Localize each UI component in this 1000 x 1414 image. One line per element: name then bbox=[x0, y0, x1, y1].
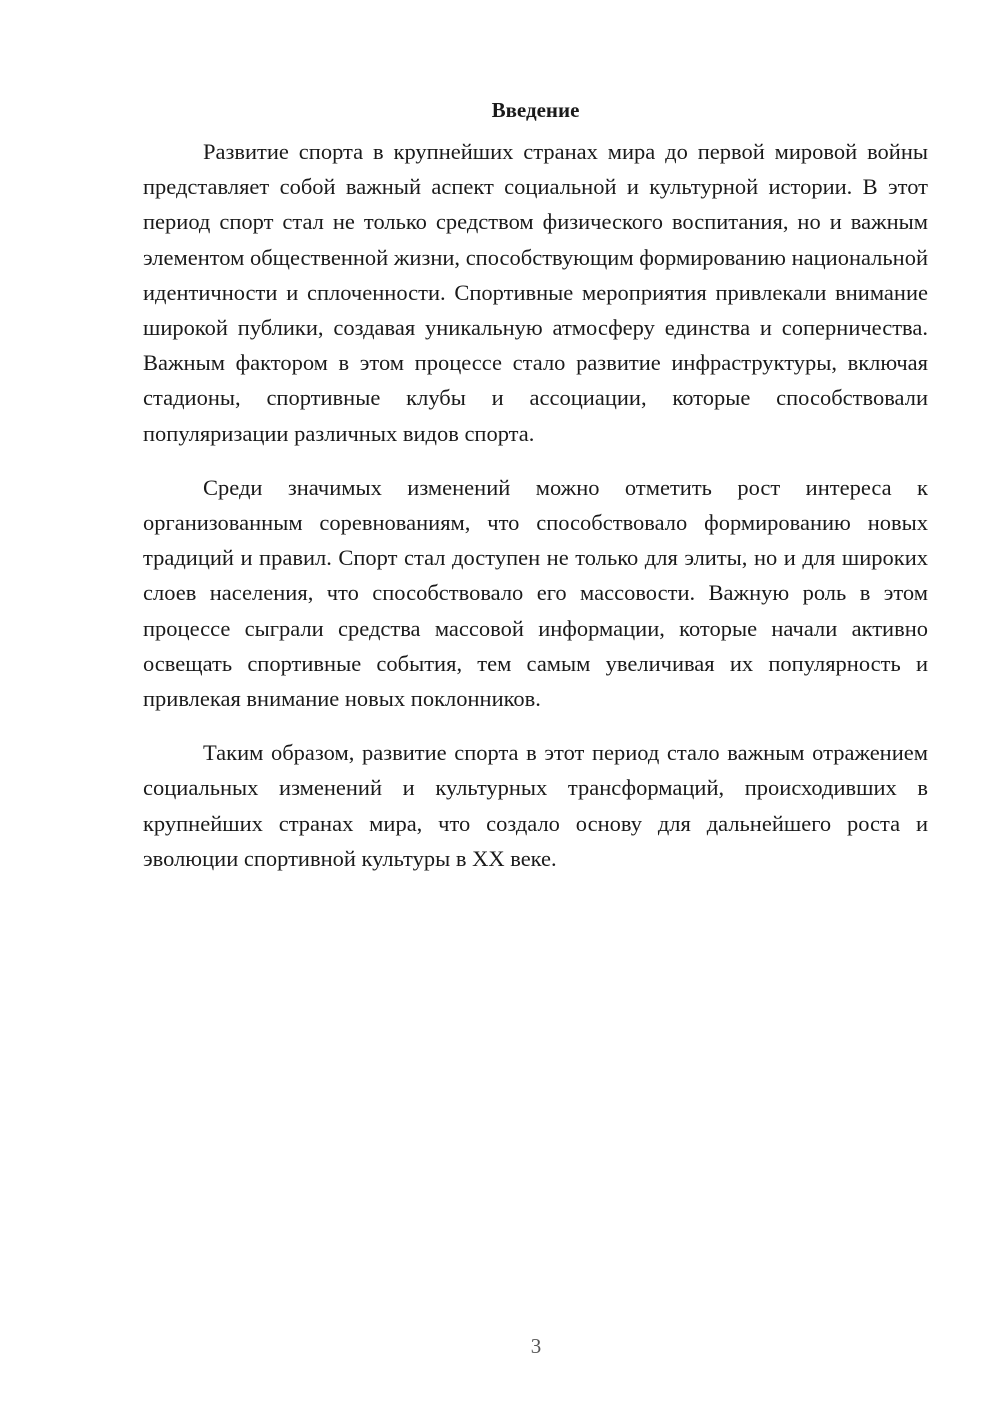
page-number: 3 bbox=[530, 1334, 542, 1358]
page-content bbox=[143, 96, 928, 876]
section-heading: Введение bbox=[491, 98, 580, 122]
paragraph-2: Среди значимых изменений можно отметить рост интереса к организованным соревнованиям, что способствовало формированию новых традиций и правил. Спорт стал доступен не только для элиты, но и для широких слоев населения, что способствовало его массовости. Важную роль в этом процессе сыграли средства массовой информации, которые начали активно освещать спортивные события, тем самым увеличивая их популярность и привлекая внимание новых поклонников. bbox=[143, 474, 928, 712]
paragraph-3: Таким образом, развитие спорта в этот период стало важным отражением социальных изменений и культурных трансформаций, происходивших в крупнейших странах мира, что создало основу для дальнейшего роста и эволюции спортивной культуры в XX веке. bbox=[143, 740, 928, 871]
paragraph-1: Развитие спорта в крупнейших странах мира до первой мировой войны представляет собой важный аспект социальной и культурной истории. В этот период спорт стал не только средством физического воспитания, но и важным элементом общественной жизни, способствующим формированию национальной идентичности и сплоченности. Спортивные мероприятия привлекали внимание широкой публики, создавая уникальную атмосферу единства и соперничества. Важным фактором в этом процессе стало развитие инфраструктуры, включая стадионы, спортивные клубы и ассоциации, которые способствовали популяризации различных видов спорта. bbox=[143, 139, 928, 446]
